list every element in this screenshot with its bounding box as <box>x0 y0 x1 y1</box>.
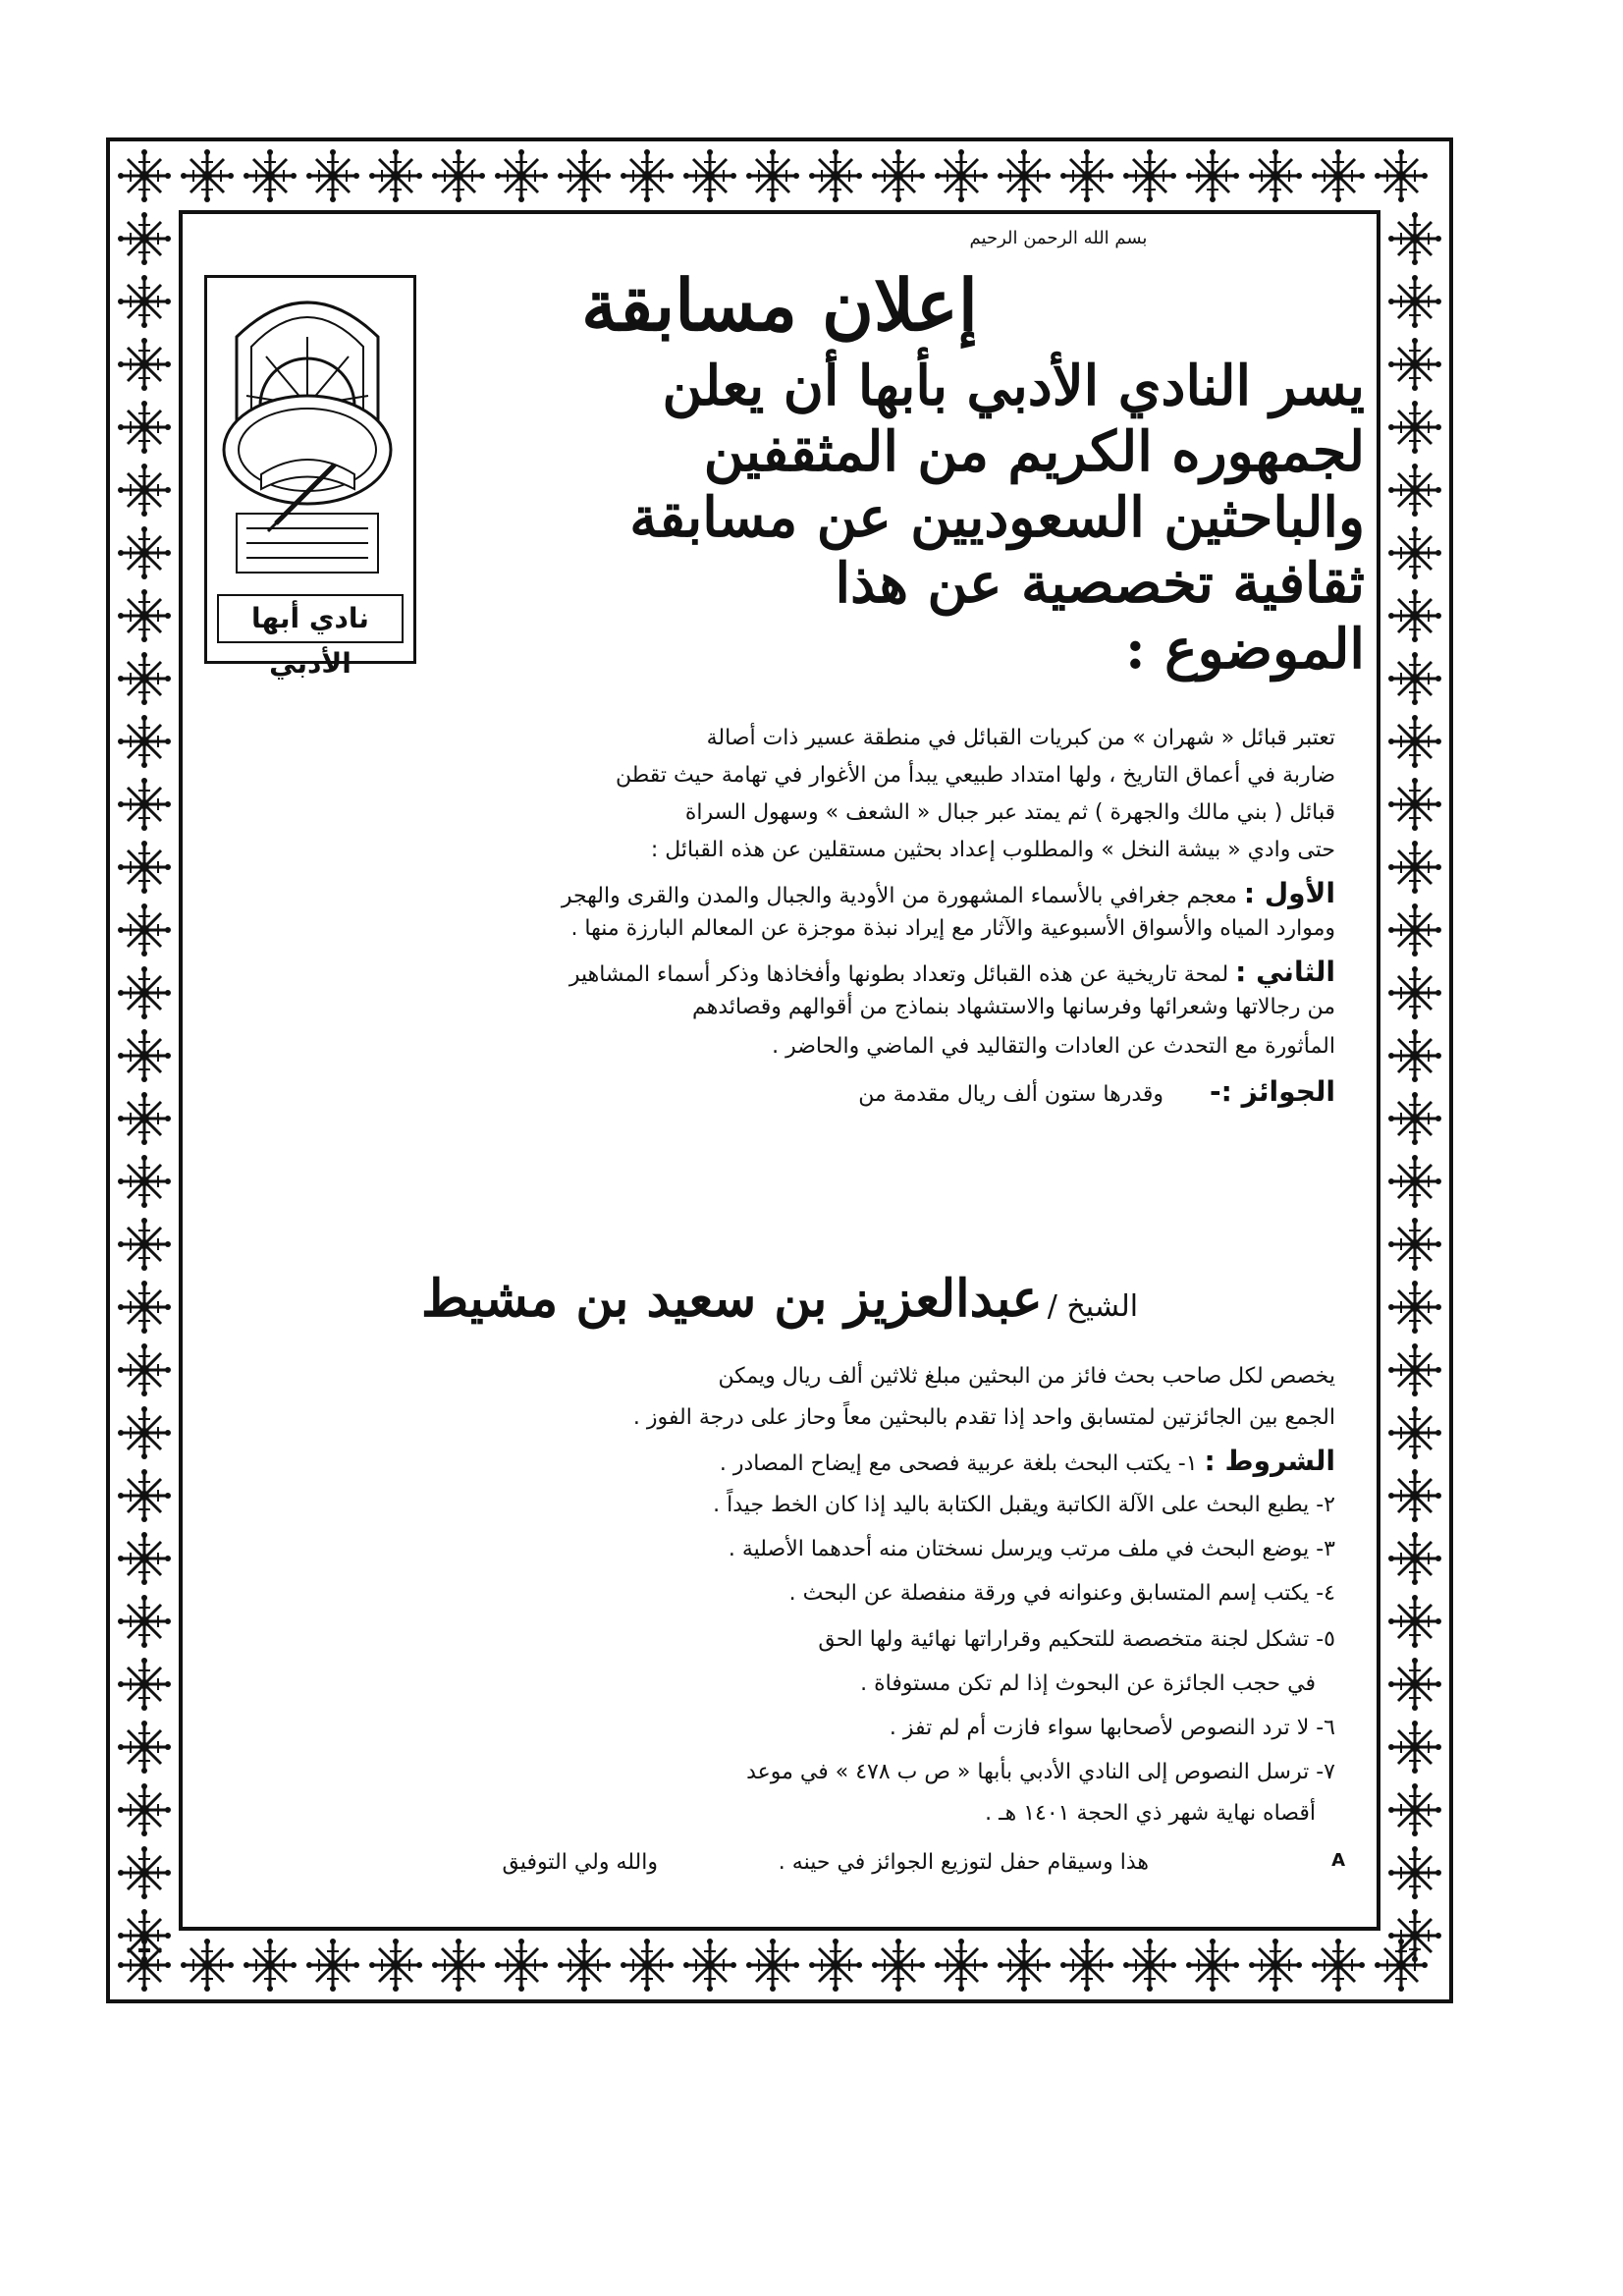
snowflake-ornament <box>1388 715 1441 768</box>
snowflake-ornament <box>1388 966 1441 1019</box>
snowflake-ornament <box>118 1721 171 1774</box>
snowflake-ornament <box>118 1092 171 1145</box>
snowflake-ornament <box>1388 1281 1441 1334</box>
snowflake-ornament <box>1249 1939 1302 1992</box>
second-label: الثاني : <box>1235 956 1335 988</box>
snowflake-ornament <box>1388 1343 1441 1396</box>
snowflake-ornament <box>118 652 171 705</box>
snowflake-ornament <box>558 1939 611 1992</box>
snowflake-ornament <box>118 966 171 1019</box>
snowflake-ornament <box>118 401 171 454</box>
intro-line: تعتبر قبائل « شهران » من كبريات القبائل في منطقة عسير ذات أصالة <box>706 726 1335 750</box>
snowflake-ornament <box>558 149 611 202</box>
snowflake-ornament <box>1388 841 1441 894</box>
snowflake-ornament <box>1388 212 1441 265</box>
snowflake-ornament <box>118 589 171 642</box>
conditions-label: الشروط : <box>1204 1445 1335 1477</box>
snowflake-ornament <box>1312 149 1365 202</box>
snowflake-ornament <box>495 1939 548 1992</box>
condition-item: أقصاه نهاية شهر ذي الحجة ١٤٠١ هـ . <box>985 1801 1316 1826</box>
snowflake-ornament <box>118 1218 171 1271</box>
header-line: يسر النادي الأدبي بأبها أن يعلن <box>662 354 1365 418</box>
snowflake-ornament <box>1388 1909 1441 1962</box>
club-emblem-icon <box>207 278 407 592</box>
snowflake-ornament <box>1388 1532 1441 1585</box>
snowflake-ornament <box>118 1155 171 1208</box>
header-line: ثقافية تخصصية عن هذا <box>835 551 1365 616</box>
first-label: الأول : <box>1243 877 1335 909</box>
snowflake-ornament <box>118 149 171 202</box>
snowflake-ornament <box>1123 1939 1176 1992</box>
snowflake-ornament <box>306 1939 359 1992</box>
snowflake-ornament <box>118 841 171 894</box>
snowflake-ornament <box>1388 1029 1441 1082</box>
snowflake-ornament <box>1312 1939 1365 1992</box>
snowflake-ornament <box>1388 464 1441 517</box>
intro-line: حتى وادي « بيشة النخل » والمطلوب إعداد بحثين مستقلين عن هذه القبائل : <box>650 838 1335 862</box>
snowflake-ornament <box>369 1939 422 1992</box>
snowflake-ornament <box>1186 149 1239 202</box>
announcement-content <box>185 216 1375 1925</box>
logo-caption: نادي أبها الأدبي <box>217 594 404 643</box>
snowflake-ornament <box>872 149 925 202</box>
first-text: معجم جغرافي بالأسماء المشهورة من الأودية والجبال والمدن والقرى والهجر <box>561 884 1237 908</box>
allocation-line: الجمع بين الجائزتين لمتسابق واحد إذا تقدم بالبحثين معاً وحاز على درجة الفوز . <box>632 1405 1335 1430</box>
snowflake-ornament <box>118 1029 171 1082</box>
condition-item: ٥- تشكل لجنة متخصصة للتحكيم وقراراتها نهائية ولها الحق <box>818 1627 1335 1652</box>
conditions-line <box>245 1444 1335 1479</box>
snowflake-ornament <box>369 149 422 202</box>
snowflake-ornament <box>809 1939 862 1992</box>
snowflake-ornament <box>181 149 234 202</box>
snowflake-ornament <box>1388 1658 1441 1711</box>
snowflake-ornament <box>243 1939 297 1992</box>
basmala: بسم الله الرحمن الرحيم <box>969 228 1148 248</box>
header-line: والباحثين السعوديين عن مسابقة <box>629 485 1365 550</box>
snowflake-ornament <box>118 464 171 517</box>
snowflake-ornament <box>746 149 799 202</box>
sheikh-row <box>185 1269 1375 1329</box>
header-line: لجمهوره الكريم من المثقفين <box>703 419 1365 484</box>
allocation-line: يخصص لكل صاحب بحث فائز من البحثين مبلغ ثلاثين ألف ريال ويمكن <box>718 1364 1335 1389</box>
snowflake-ornament <box>1388 1218 1441 1271</box>
snowflake-ornament <box>998 1939 1051 1992</box>
snowflake-ornament <box>118 1532 171 1585</box>
snowflake-ornament <box>118 526 171 579</box>
snowflake-ornament <box>1249 149 1302 202</box>
snowflake-ornament <box>181 1939 234 1992</box>
snowflake-ornament <box>118 1343 171 1396</box>
snowflake-ornament <box>118 1406 171 1459</box>
ceremony-note: هذا وسيقام حفل لتوزيع الجوائز في حينه . <box>778 1850 1149 1875</box>
snowflake-ornament <box>1388 1783 1441 1836</box>
snowflake-ornament <box>118 778 171 831</box>
condition-item: ١- يكتب البحث بلغة عربية فصحى مع إيضاح المصادر . <box>719 1451 1198 1476</box>
snowflake-ornament <box>118 1469 171 1522</box>
snowflake-ornament <box>746 1939 799 1992</box>
intro-line: ضاربة في أعماق التاريخ ، ولها امتداد طبيعي يبدأ من الأغوار في تهامة حيث تقطن <box>615 763 1335 788</box>
snowflake-ornament <box>1388 1721 1441 1774</box>
snowflake-ornament <box>118 212 171 265</box>
snowflake-ornament <box>1186 1939 1239 1992</box>
snowflake-ornament <box>1388 338 1441 391</box>
second-line2: من رجالاتها وشعرائها وفرسانها والاستشهاد بنماذج من أقوالهم وقصائدهم <box>692 995 1335 1019</box>
snowflake-ornament <box>683 1939 736 1992</box>
snowflake-ornament <box>1060 149 1113 202</box>
condition-item: ٢- يطبع البحث على الآلة الكاتبة ويقبل الكتابة باليد إذا كان الخط جيداً . <box>713 1493 1335 1517</box>
snowflake-ornament <box>1388 652 1441 705</box>
snowflake-ornament <box>1388 1595 1441 1648</box>
snowflake-ornament <box>683 149 736 202</box>
snowflake-ornament <box>935 1939 988 1992</box>
condition-item: في حجب الجائزة عن البحوث إذا لم تكن مستوفاة . <box>860 1671 1316 1696</box>
snowflake-ornament <box>495 149 548 202</box>
snowflake-ornament <box>809 149 862 202</box>
club-logo <box>204 275 416 680</box>
snowflake-ornament <box>1388 1406 1441 1459</box>
condition-item: ٣- يوضع البحث في ملف مرتب ويرسل نسختان منه أحدهما الأصلية . <box>728 1537 1335 1561</box>
snowflake-ornament <box>1388 1469 1441 1522</box>
closing-note: والله ولي التوفيق <box>502 1850 658 1875</box>
snowflake-ornament <box>118 1281 171 1334</box>
publisher-mark: A <box>1331 1850 1345 1871</box>
snowflake-ornament <box>118 1909 171 1962</box>
snowflake-ornament <box>432 149 485 202</box>
snowflake-ornament <box>118 1595 171 1648</box>
snowflake-ornament <box>1388 1092 1441 1145</box>
snowflake-ornament <box>1388 1846 1441 1899</box>
first-line2: وموارد المياه والأسواق الأسبوعية والآثار مع إيراد نبذة موجزة عن المعالم البارزة منها . <box>570 916 1335 941</box>
snowflake-ornament <box>1388 778 1441 831</box>
snowflake-ornament <box>1375 1939 1428 1992</box>
footer-row <box>185 1850 1375 1886</box>
snowflake-ornament <box>1388 589 1441 642</box>
condition-item: ٧- ترسل النصوص إلى النادي الأدبي بأبها « ص ب ٤٧٨ » في موعد <box>746 1760 1335 1784</box>
snowflake-ornament <box>621 149 674 202</box>
snowflake-ornament <box>118 338 171 391</box>
snowflake-ornament <box>118 1783 171 1836</box>
snowflake-ornament <box>998 149 1051 202</box>
snowflake-ornament <box>1123 149 1176 202</box>
condition-item: ٤- يكتب إسم المتسابق وعنوانه في ورقة منفصلة عن البحث . <box>788 1581 1335 1606</box>
sheikh-name: عبدالعزيز بن سعيد بن مشيط <box>420 1269 1043 1329</box>
prizes-line <box>245 1074 1335 1110</box>
snowflake-ornament <box>432 1939 485 1992</box>
header-line: الموضوع : <box>1125 617 1365 682</box>
second-item <box>245 955 1335 990</box>
snowflake-ornament <box>306 149 359 202</box>
snowflake-ornament <box>243 149 297 202</box>
snowflake-ornament <box>118 275 171 328</box>
snowflake-ornament <box>1388 275 1441 328</box>
prizes-text: وقدرها ستون ألف ريال مقدمة من <box>858 1082 1164 1107</box>
snowflake-ornament <box>1375 149 1428 202</box>
snowflake-ornament <box>118 715 171 768</box>
snowflake-ornament <box>118 903 171 957</box>
snowflake-ornament <box>118 1846 171 1899</box>
intro-line: قبائل ( بني مالك والجهرة ) ثم يمتد عبر جبال « الشعف » وسهول السراة <box>684 800 1335 825</box>
snowflake-ornament <box>118 1658 171 1711</box>
snowflake-ornament <box>935 149 988 202</box>
sheikh-title: الشيخ / <box>1047 1289 1139 1324</box>
snowflake-ornament <box>1388 526 1441 579</box>
condition-item: ٦- لا ترد النصوص لأصحابها سواء فازت أم لم تفز . <box>889 1716 1335 1740</box>
prizes-label: الجوائز :- <box>1210 1075 1335 1108</box>
snowflake-ornament <box>872 1939 925 1992</box>
snowflake-ornament <box>1388 1155 1441 1208</box>
second-text: لمحة تاريخية عن هذه القبائل وتعداد بطونها وأفخاذها وذكر أسماء المشاهير <box>568 962 1229 987</box>
snowflake-ornament <box>621 1939 674 1992</box>
page-title: إعلان مسابقة <box>581 263 978 347</box>
second-line3: المأثورة مع التحدث عن العادات والتقاليد في الماضي والحاضر . <box>772 1034 1335 1059</box>
snowflake-ornament <box>1060 1939 1113 1992</box>
first-item <box>245 876 1335 911</box>
snowflake-ornament <box>1388 401 1441 454</box>
snowflake-ornament <box>1388 903 1441 957</box>
